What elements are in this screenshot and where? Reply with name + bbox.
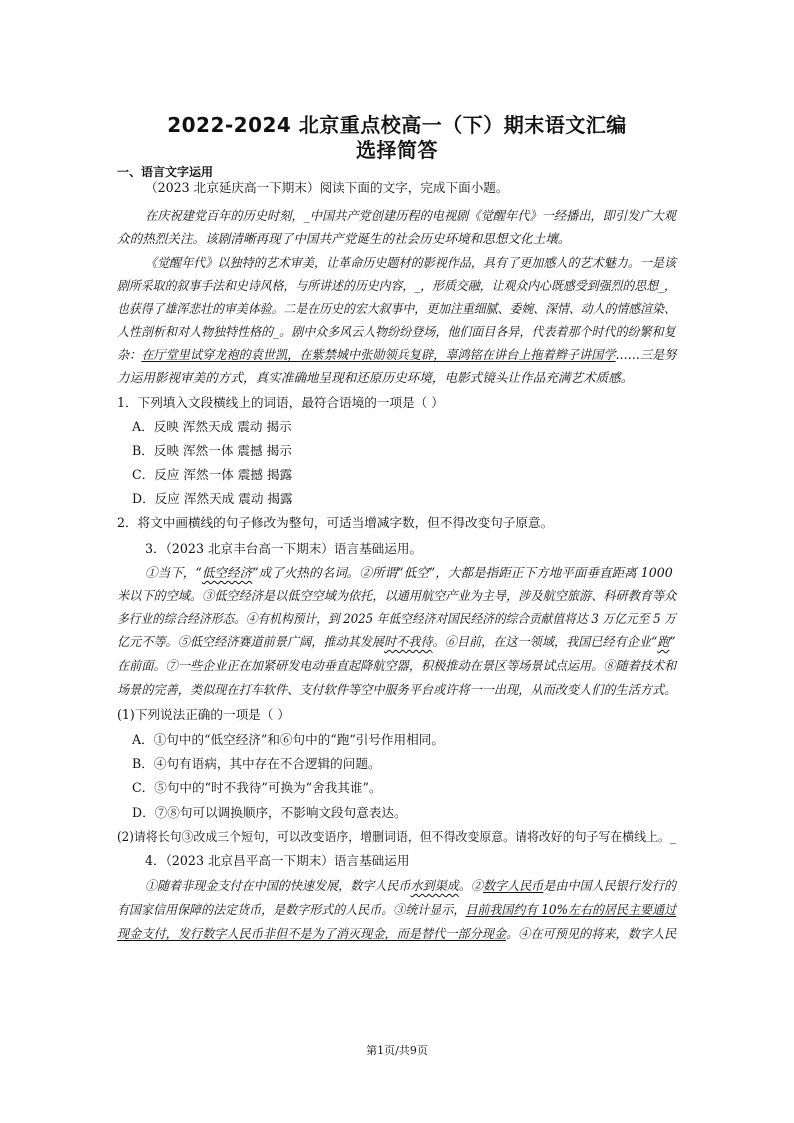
- passage-line: 力运用影视审美的方式，真实准确地呈现和还原历史环境，电影式镜头让作品充满艺术质感。: [117, 370, 634, 385]
- passage-line: 也获得了雄浑悲壮的审美体验。二是在历史的宏大叙事中，更加注重细腻、委婉、深情、动人的情感渲染、: [117, 301, 676, 316]
- passage-line: 在前面。⑦一些企业正在加紧研发电动垂直起降航空器，积极推动在景区等场景试点运用。⑧随着技术和: [117, 658, 677, 673]
- passage-line: 《觉醒年代》以独特的艺术审美，让革命历史题材的影视作品，具有了更加感人的艺术魅力。一是该: [145, 255, 677, 270]
- option-d: D．反应 浑然天成 震动 揭露: [132, 491, 293, 506]
- section-heading: 一、语言文字运用: [117, 165, 214, 179]
- passage-line: 剧所采取的叙事手法和史诗风格，与所讲述的历史内容，_，形质交融，让观众内心既感受到强烈的思想_，: [117, 278, 676, 293]
- option-c: C．⑤句中的“时不我待”可换为“舍我其谁”。: [132, 780, 382, 795]
- document-title: 2022-2024 北京重点校高一（下）期末语文汇编: [167, 113, 627, 137]
- underlined-sentence: 目前我国约有 10%左右的居民主要通过: [465, 902, 677, 917]
- text-span: 。⑥目前，在这一领域，我国已经有企业“: [432, 634, 658, 649]
- passage-line: 众的热烈关注。该剧清晰再现了中国共产党诞生的社会历史环境和思想文化土壤。: [117, 231, 571, 246]
- text-span: 。④在可预见的将来，数字人民: [506, 926, 677, 941]
- question-1: 1．下列填入文段横线上的词语，最符合语境的一项是（ ）: [117, 395, 444, 410]
- passage-line: [117, 926, 676, 942]
- passage-line: 场景的完善，类似现在打车软件、支付软件等空中服务平台或许将一一出现，从而改变人们的生活方式。: [117, 682, 677, 697]
- wavy-underlined-phrase: 水到渠成: [410, 878, 459, 893]
- passage-line: [117, 634, 676, 650]
- option-c: C．反应 浑然一体 震撼 揭露: [132, 467, 293, 482]
- passage-line: 米以下的空域。③低空经济是以低空空域为依托，以通用航空产业为主导，涉及航空旅游、科研教育等众: [117, 588, 677, 603]
- page-footer: 第1页/共9页: [366, 1044, 428, 1057]
- text-span: ①当下，“: [145, 565, 202, 580]
- option-d: D．⑦⑧句可以调换顺序，不影响文段句意表达。: [132, 805, 407, 820]
- question-intro: 3．（2023 北京丰台高一下期末）语言基础运用。: [145, 541, 423, 556]
- passage-line: [145, 565, 673, 581]
- text-span: 是由中国人民银行发行的: [543, 878, 677, 893]
- document-subtitle: 选择简答: [356, 138, 438, 162]
- subquestion-1: (1)下列说法正确的一项是（ ）: [117, 707, 290, 722]
- text-span: ”成了火热的名词。②所谓“低空”，大都是指距正下方地平面垂直距离 1000: [252, 565, 673, 580]
- wavy-underlined-phrase: 时不我待: [384, 634, 433, 649]
- passage-line: 多行业的综合经济形态。④有机构预计，到 2025 年低空经济对国民经济的综合贡献值将达 3 万亿元至 5 万: [117, 611, 677, 626]
- question-2: 2．将文中画横线的句子修改为整句，可适当增减字数，但不得改变句子原意。: [117, 515, 554, 530]
- text-span: 有国家信用保障的法定货币，是数字形式的人民币。③统计显示，: [117, 902, 466, 917]
- passage-line: [145, 878, 676, 894]
- question-intro: （2023 北京延庆高一下期末）阅读下面的文字，完成下面小题。: [145, 180, 509, 195]
- wavy-underlined-phrase: 低空经济: [201, 565, 253, 580]
- option-a: A．①句中的“低空经济”和⑥句中的“跑”引号作用相同。: [132, 732, 444, 747]
- option-b: B．反映 浑然一体 震撼 揭示: [132, 443, 292, 458]
- passage-line: 在庆祝建党百年的历史时刻，_中国共产党创建历程的电视剧《觉醒年代》一经播出，即引发广大观: [145, 208, 676, 223]
- underlined-sentence: 现金支付，发行数字人民币非但不是为了消灭现金，而是替代一部分现金: [117, 926, 507, 941]
- text-span: 亿元不等。⑤低空经济赛道前景广阔，推动其发展: [117, 634, 385, 649]
- text-span: ……三是努: [615, 347, 677, 362]
- wavy-underlined-phrase: 跑: [657, 634, 670, 649]
- passage-line: [117, 902, 676, 918]
- underlined-phrase: 数字人民币: [482, 878, 544, 893]
- option-b: B．④句有语病，其中存在不合逻辑的问题。: [132, 756, 381, 771]
- passage-line: [117, 347, 676, 363]
- text-span: ”: [669, 634, 676, 649]
- passage-line: 人性剖析和对人物独特性格的_。剧中众多风云人物纷纷登场，他们面目各异，代表着那个时代的纷繁和复: [117, 324, 676, 339]
- underlined-sentence: 在厅堂里试穿龙袍的袁世凯，在紫禁城中张勋领兵复辟，辜鸿铭在讲台上拖着辫子讲国学: [141, 347, 616, 362]
- subquestion-2: (2)请将长句③改成三个短句，可以改变语序，增删词语，但不得改变原意。请将改好的句子写在横线上。_: [117, 829, 676, 844]
- text-span: ①随着非现金支付在中国的快速发展，数字人民币: [145, 878, 411, 893]
- option-a: A．反映 浑然天成 震动 揭示: [132, 419, 292, 434]
- text-span: 。②: [458, 878, 483, 893]
- question-intro: 4．（2023 北京昌平高一下期末）语言基础运用: [145, 853, 410, 868]
- text-span: 杂：: [117, 347, 142, 362]
